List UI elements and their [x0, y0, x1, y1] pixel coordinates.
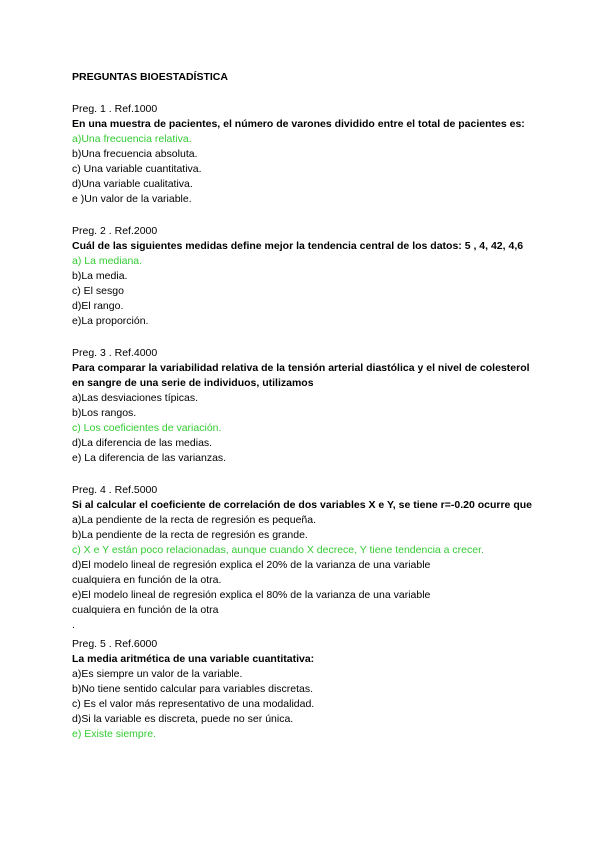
question-text: La media aritmética de una variable cuantitativa: — [72, 653, 315, 665]
option-d: d)El rango. — [72, 300, 124, 312]
option-d: d)Si la variable es discreta, puede no ser única. — [72, 713, 294, 725]
question-ref: Preg. 3 . Ref.4000 — [72, 347, 158, 359]
option-d: d)El modelo lineal de regresión explica el 20% de la varianza de una variable cualquiera en función de la otra. — [72, 559, 431, 586]
option-e: e) La diferencia de las varianzas. — [72, 452, 227, 464]
question-5 — [72, 637, 542, 742]
option-d: d)La diferencia de las medias. — [72, 437, 213, 449]
option-c: c) Los coeficientes de variación. — [72, 422, 222, 434]
option-c: c) Es el valor más representativo de una modalidad. — [72, 698, 315, 710]
question-text: Si al calcular el coeficiente de correlación de dos variables X e Y, se tiene r=-0.20 ocurre que — [72, 499, 532, 511]
question-2 — [72, 224, 542, 329]
option-b: b)Una frecuencia absoluta. — [72, 148, 198, 160]
option-b: b)La pendiente de la recta de regresión es grande. — [72, 529, 308, 541]
question-text: Cuál de las siguientes medidas define mejor la tendencia central de los datos: 5 , 4, 42, 4,6 — [72, 240, 524, 252]
question-ref: Preg. 2 . Ref.2000 — [72, 225, 158, 237]
option-b: b)No tiene sentido calcular para variables discretas. — [72, 683, 314, 695]
option-c: c) El sesgo — [72, 285, 124, 297]
option-d: d)Una variable cualitativa. — [72, 178, 193, 190]
question-3 — [72, 346, 542, 466]
option-b: b)La media. — [72, 270, 128, 282]
option-e: e)La proporción. — [72, 315, 149, 327]
document-title: PREGUNTAS BIOESTADÍSTICA — [72, 71, 228, 83]
option-a: a)La pendiente de la recta de regresión es pequeña. — [72, 514, 317, 526]
option-e: e)El modelo lineal de regresión explica el 80% de la varianza de una variable cualquiera en función de la otra — [72, 589, 431, 616]
option-e: e) Existe siempre. — [72, 728, 157, 740]
question-4 — [72, 483, 542, 633]
option-a: a) La mediana. — [72, 255, 143, 267]
question-text: Para comparar la variabilidad relativa de la tensión arterial diastólica y el nivel de colesterol en sangre de una serie de individuos, utilizamos — [72, 362, 530, 389]
question-1 — [72, 102, 542, 207]
option-b: b)Los rangos. — [72, 407, 137, 419]
question-ref: Preg. 5 . Ref.6000 — [72, 638, 158, 650]
document-page — [72, 70, 542, 759]
option-a: a)Las desviaciones típicas. — [72, 392, 199, 404]
option-a: a)Una frecuencia relativa. — [72, 133, 192, 145]
option-c: c) Una variable cuantitativa. — [72, 163, 202, 175]
option-a: a)Es siempre un valor de la variable. — [72, 668, 243, 680]
question-ref: Preg. 1 . Ref.1000 — [72, 103, 158, 115]
question-text: En una muestra de pacientes, el número de varones dividido entre el total de pacientes es: — [72, 118, 525, 130]
option-trailing-dot: . — [72, 619, 75, 631]
option-e: e )Un valor de la variable. — [72, 193, 192, 205]
question-ref: Preg. 4 . Ref.5000 — [72, 484, 158, 496]
option-c: c) X e Y están poco relacionadas, aunque cuando X decrece, Y tiene tendencia a crecer. — [72, 544, 484, 556]
